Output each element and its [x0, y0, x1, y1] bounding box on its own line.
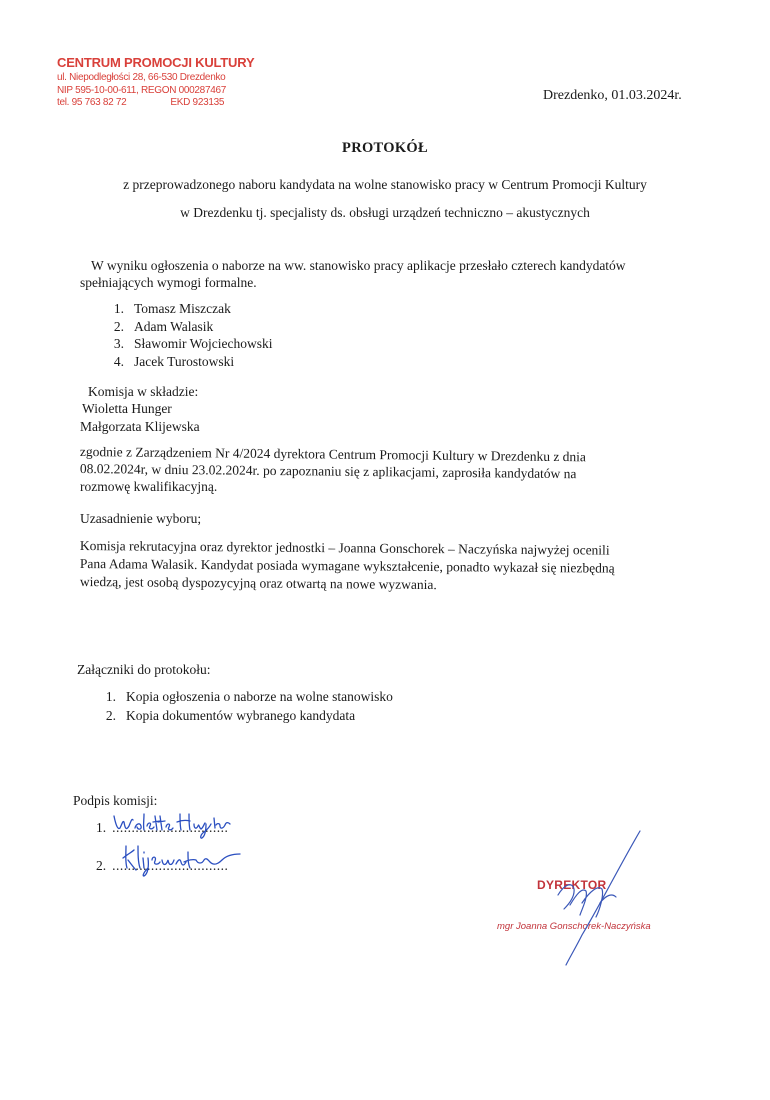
letterhead-stamp [57, 55, 254, 110]
director-stamp-name: mgr Joanna Gonschorek-Naczyńska [497, 921, 651, 932]
signature-1 [110, 806, 250, 842]
letterhead-tel: tel. 95 763 82 72 [57, 97, 127, 108]
committee-text-line-1: zgodnie z Zarządzeniem Nr 4/2024 dyrektora Centrum Promocji Kultury w Drezdenku z dnia [79, 443, 587, 465]
signature-line-1: 1. .............................. [96, 820, 229, 835]
committee-label: Komisja w składzie: [88, 384, 199, 399]
list-item: 4. Jacek Turostowski [113, 353, 235, 369]
director-signature [520, 825, 650, 970]
subtitle-line-2: w Drezdenku tj. specjalisty ds. obsługi urządzeń techniczno – akustycznych [180, 205, 590, 220]
list-item: 2. Adam Walasik [113, 318, 214, 334]
document-title: PROTOKÓŁ [342, 140, 428, 156]
list-item: 2. Kopia dokumentów wybranego kandydata [105, 708, 356, 723]
justification-label: Uzasadnienie wyboru; [80, 511, 202, 526]
committee-member: Małgorzata Klijewska [80, 419, 200, 434]
justification-line-1: Komisja rekrutacyjna oraz dyrektor jednostki – Joanna Gonschorek – Naczyńska najwyżej ocenili [79, 537, 610, 558]
intro-line-2: spełniających wymogi formalne. [80, 275, 257, 290]
intro-line-1: W wyniku ogłoszenia o naborze na ww. stanowisko pracy aplikacje przesłało czterech kandydatów [91, 258, 626, 273]
signatures-label: Podpis komisji: [73, 793, 158, 808]
signature-2 [118, 840, 248, 880]
candidates-list [100, 300, 273, 370]
letterhead-ekd: EKD 923135 [170, 97, 225, 108]
list-item: 3. Sławomir Wojciechowski [113, 336, 273, 351]
letterhead-ids: NIP 595-10-00-611, REGON 000287467 [57, 84, 226, 96]
list-item: 1. Kopia ogłoszenia o naborze na wolne stanowisko [105, 689, 393, 704]
letterhead-org: CENTRUM PROMOCJI KULTURY [57, 55, 255, 70]
director-stamp-title: DYREKTOR [537, 878, 607, 892]
list-item: 1. Tomasz Miszczak [113, 301, 231, 316]
committee-text-line-2: 08.02.2024r, w dniu 23.02.2024r. po zapoznaniu się z aplikacjami, zaprosiła kandydatów na [79, 460, 577, 482]
letterhead-address: ul. Niepodległości 28, 66-530 Drezdenko [57, 72, 226, 83]
committee-member: Wioletta Hunger [82, 401, 172, 416]
justification-line-2: Pana Adama Walasik. Kandydat posiada wymagane wykształcenie, ponadto wykazał się niezbędną [79, 555, 615, 576]
attachments-label: Załączniki do protokołu: [77, 662, 211, 677]
subtitle-line-1: z przeprowadzonego naboru kandydata na wolne stanowisko pracy w Centrum Promocji Kultury [123, 177, 647, 192]
justification-line-3: wiedzą, jest osobą dyspozycyjną oraz otwartą na nowe wyzwania. [79, 573, 437, 593]
signature-line-2: 2. .............................. [96, 858, 229, 873]
document-date: Drezdenko, 01.03.2024r. [543, 88, 682, 103]
committee-text-line-3: rozmowę kwalifikacyjną. [80, 479, 218, 494]
